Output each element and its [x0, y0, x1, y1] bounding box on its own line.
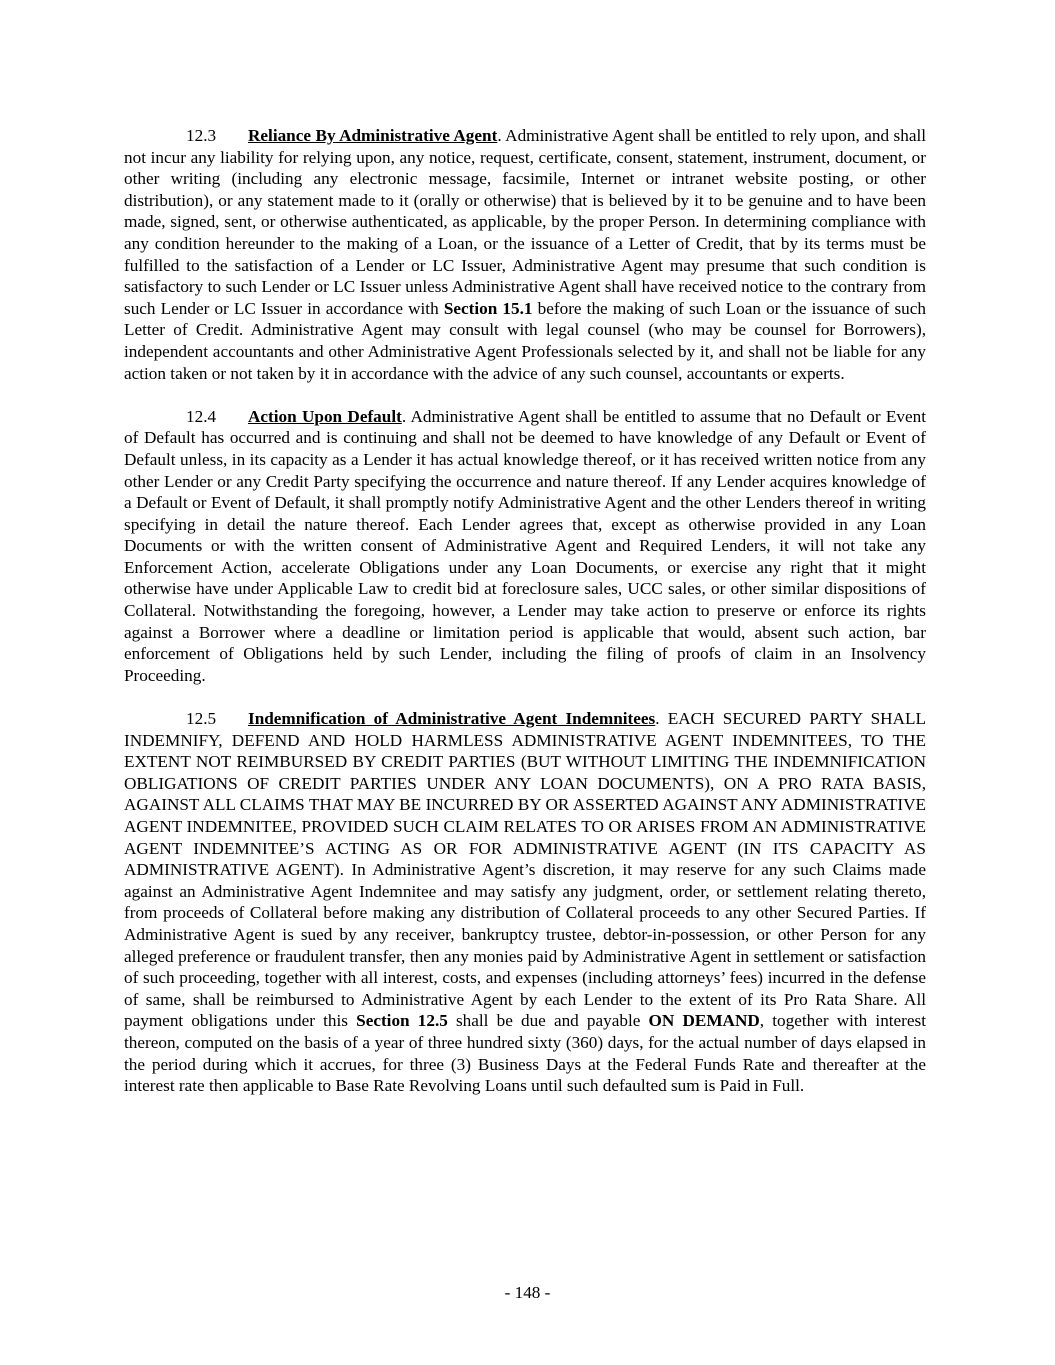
section-number: 12.5 [186, 709, 217, 729]
section-text: shall be due and payable [447, 1011, 649, 1031]
document-page [124, 125, 926, 1118]
page-number: - 148 - [504, 1283, 551, 1302]
section-heading: Reliance By Administrative Agent [248, 126, 498, 145]
section-12-5 [124, 708, 926, 1097]
emphasis-text: ON DEMAND [648, 1011, 760, 1031]
section-reference: Section 12.5 [356, 1011, 448, 1031]
section-heading: Indemnification of Administrative Agent Indemnitees [248, 709, 656, 729]
section-text: . Administrative Agent shall be entitled to rely upon, and shall not incur any liability for relying upon, any notice, request, certificate, consent, statement, instrument, document, or other writing (including any electronic message, facsimile, Internet or intranet website posting, or other distribution), or any statement made to it (orally or otherwise) that is believed by it to be genuine and to have been made, signed, sent, or otherwise authenticated, as applicable, by the proper Person. In determining compliance with any condition hereunder to the making of a Loan, or the issuance of a Letter of Credit, that by its terms must be fulfilled to the satisfaction of a Lender or LC Issuer, Administrative Agent may presume that such condition is satisfactory to such Lender or LC Issuer unless Administrative Agent shall have received notice to the contrary from such Lender or LC Issuer in accordance with [124, 126, 926, 318]
section-reference: Section 15.1 [443, 298, 533, 318]
section-text: , together with interest thereon, computed on the basis of a year of three hundred sixty (360) days, for the actual number of days elapsed in the period during which it accrues, for three (3) Business Days at the Federal Funds Rate and thereafter at the interest rate then applicable to Base Rate Revolving Loans until such defaulted sum is Paid in Full. [124, 1011, 927, 1096]
section-12-4 [124, 406, 926, 687]
section-text: before the making of such Loan or the issuance of such Letter of Credit. Administrative Agent may consult with legal counsel (who may be counsel for Borrowers), independent accountants and other Administrative Agent Professionals selected by it, and shall not be liable for any action taken or not taken by it in accordance with the advice of any such counsel, accountants or experts. [124, 298, 926, 383]
section-heading: Action Upon Default [248, 406, 402, 426]
section-text: . EACH SECURED PARTY SHALL INDEMNIFY, DEFEND AND HOLD HARMLESS ADMINISTRATIVE AGENT INDEMNITEES, TO THE EXTENT NOT REIMBURSED BY CREDIT PARTIES (BUT WITHOUT LIMITING THE INDEMNIFICATION OBLIGATIONS OF CREDIT PARTIES UNDER ANY LOAN DOCUMENTS), ON A PRO RATA BASIS, AGAINST ALL CLAIMS THAT MAY BE INCURRED BY OR ASSERTED AGAINST ANY ADMINISTRATIVE AGENT INDEMNITEE, PROVIDED SUCH CLAIM RELATES TO OR ARISES FROM AN ADMINISTRATIVE AGENT INDEMNITEE’S ACTING AS OR FOR ADMINISTRATIVE AGENT (IN ITS CAPACITY AS ADMINISTRATIVE AGENT). In Administrative Agent’s discretion, it may reserve for any such Claims made against an Administrative Agent Indemnitee and may satisfy any judgment, order, or settlement relating thereto, from proceeds of Collateral before making any distribution of Collateral proceeds to any other Secured Parties. If Administrative Agent is sued by any receiver, bankruptcy trustee, debtor-in-possession, or other Person for any alleged preference or fraudulent transfer, then any monies paid by Administrative Agent in settlement or satisfaction of such proceeding, together with all interest, costs, and expenses (including attorneys’ fees) incurred in the defense of same, shall be reimbursed to Administrative Agent by each Lender to the extent of its Pro Rata Share. All payment obligations under this [124, 709, 926, 1031]
section-number: 12.3 [186, 126, 217, 145]
section-number: 12.4 [186, 406, 217, 426]
section-text: . Administrative Agent shall be entitled to assume that no Default or Event of Default has occurred and is continuing and shall not be deemed to have knowledge of any Default or Event of Default unless, in its capacity as a Lender it has actual knowledge thereof, or it has received written notice from any other Lender or any Credit Party specifying the occurrence and nature thereof. If any Lender acquires knowledge of a Default or Event of Default, it shall promptly notify Administrative Agent and the other Lenders thereof in writing specifying in detail the nature thereof. Each Lender agrees that, except as otherwise provided in any Loan Documents or with the written consent of Administrative Agent and Required Lenders, it will not take any Enforcement Action, accelerate Obligations under any Loan Documents, or exercise any right that it might otherwise have under Applicable Law to credit bid at foreclosure sales, UCC sales, or other similar dispositions of Collateral. Notwithstanding the foregoing, however, a Lender may take action to preserve or enforce its rights against a Borrower where a deadline or limitation period is applicable that would, absent such action, bar enforcement of Obligations held by such Lender, including the filing of proofs of claim in an Insolvency Proceeding. [124, 406, 926, 685]
section-12-3 [124, 125, 926, 384]
